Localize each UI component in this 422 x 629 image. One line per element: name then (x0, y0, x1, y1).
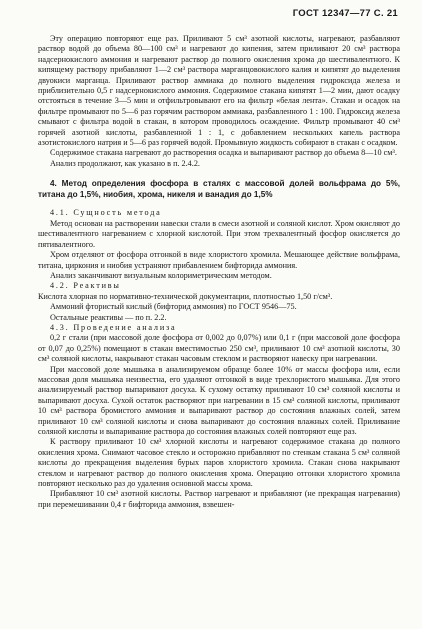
paragraph: Прибавляют 10 см³ азотной кислоты. Раствор нагревают и прибавляют (не прекращая нагревания) при перемешивании 0,4 г бифторида аммония, взвешен- (38, 489, 400, 509)
paragraph: Содержимое стакана нагревают до растворения осадка и выпаривают раствор до объема 8—10 см³. (50, 148, 397, 158)
paragraph: Кислота хлорная по нормативно-технической документации, плотностью 1,50 г/см³. (38, 291, 333, 301)
section-heading: 4. Метод определения фосфора в сталях с массовой долей вольфрама до 5%, титана до 1,5%, ниобия, хрома, никеля и ванадия до 1,5% (38, 179, 400, 199)
paragraph: Метод основан на растворении навески стали в смеси азотной и соляной кислот. Хром окисляют до шестивалентного нагреванием с хлорной кислотой. При этом трехвалентный фосфор окисляется до пятивалентного. (38, 218, 400, 249)
paragraph: 0,2 г стали (при массовой доле фосфора от 0,002 до 0,07%) или 0,1 г (при массовой доле фосфора от 0,07 до 0,25%) помещают в стакан вместимостью 250 см³, приливают 10 см³ азотной кислоты, 30 см³ соляной кислоты, накрывают стакан часовым стеклом и растворяют навеску при нагревании. (38, 333, 400, 364)
page-header: ГОСТ 12347—77 С. 21 (292, 8, 398, 19)
page-content (38, 34, 400, 510)
paragraph: Аммоний фтористый кислый (бифторид аммония) по ГОСТ 9546—75. (50, 302, 297, 312)
subsection-title: 4.3. Проведение анализа (50, 322, 177, 332)
paragraph: Остальные реактивы — по п. 2.2. (50, 312, 167, 322)
subsection-title: 4.1. Сущность метода (50, 208, 162, 218)
paragraph: Хром отделяют от фосфора отгонкой в виде хлористого хромила. Мешающее действие вольфрама, титана, циркония и ниобия устраняют прибавлением бифторида аммония. (38, 250, 400, 270)
paragraph: К раствору приливают 10 см³ хлорной кислоты и нагревают содержимое стакана до полного окисления хрома. Снимают часовое стекло и осторожно прибавляют по стенкам стакана 5 см³ соляной кислоты до прекращения выделения бурых паров хлористого хромила. Стакан снова накрывают стеклом и нагревают раствор до полного окисления хрома. Операцию отгонки хлористого хромила повторяют несколько раз до удаления основной массы хрома. (38, 437, 400, 489)
paragraph: Анализ продолжают, как указано в п. 2.4.2. (50, 158, 200, 168)
paragraph: При массовой доле мышьяка в анализируемом образце более 10% от массы фосфора или, если массовая доля мышьяка неизвестна, его удаляют отгонкой в виде трехлористого мышьяка. Для этого анализируемый раствор выпаривают досуха. К сухому остатку приливают 10 см³ соляной кислоты и выпаривают досуха. Сухой остаток растворяют при нагревании в 15 см³ соляной кислоты, приливают 10 см³ раствора бромистого аммония и выпаривают раствор до состояния влажных солей, затем приливают 10 см³ соляной кислоты и снова выпаривают до состояния влажных солей. Приливание соляной кислоты и выпаривание раствора до состояния влажных солей повторяют еще раз. (38, 364, 400, 436)
paragraph: Анализ заканчивают визуальным колориметрическим методом. (50, 270, 272, 280)
subsection-title: 4.2. Реактивы (50, 281, 121, 291)
paragraph: Эту операцию повторяют еще раз. Приливают 5 см³ азотной кислоты, нагревают, разбавляют раствор водой до объема 80—100 см³ и нагревают до кипения, затем приливают 20 см³ раствора надсернокислого аммония и нагревают раствор до полного окисления хрома до шестивалентного. К кипящему раствору прибавляют 1—2 см³ раствора марганцовокислого калия и кипятят до выделения двуокиси марганца. Приливают раствор аммиака до полного выделения гидроксида железа и приблизительно 0,5 г надсернокислого аммония. Содержимое стакана кипятят 1—2 мин, дают осадку отстояться в течение 3—5 мин и отфильтровывают его на фильтр «белая лента». Стакан и осадок на фильтре промывают по 5—6 раз горячим раствором аммиака, разбавленного 1 : 100. Гидроксид железа смывают с фильтра водой в стакан, в котором проводилось осаждение. Фильтр промывают 40 см³ горячей азотной кислоты, разбавленной 1 : 1, с добавлением нескольких капель раствора азотистокислого натрия и 5—6 раз горячей водой. Промывную жидкость собирают в стакан с осадком. (38, 34, 400, 148)
